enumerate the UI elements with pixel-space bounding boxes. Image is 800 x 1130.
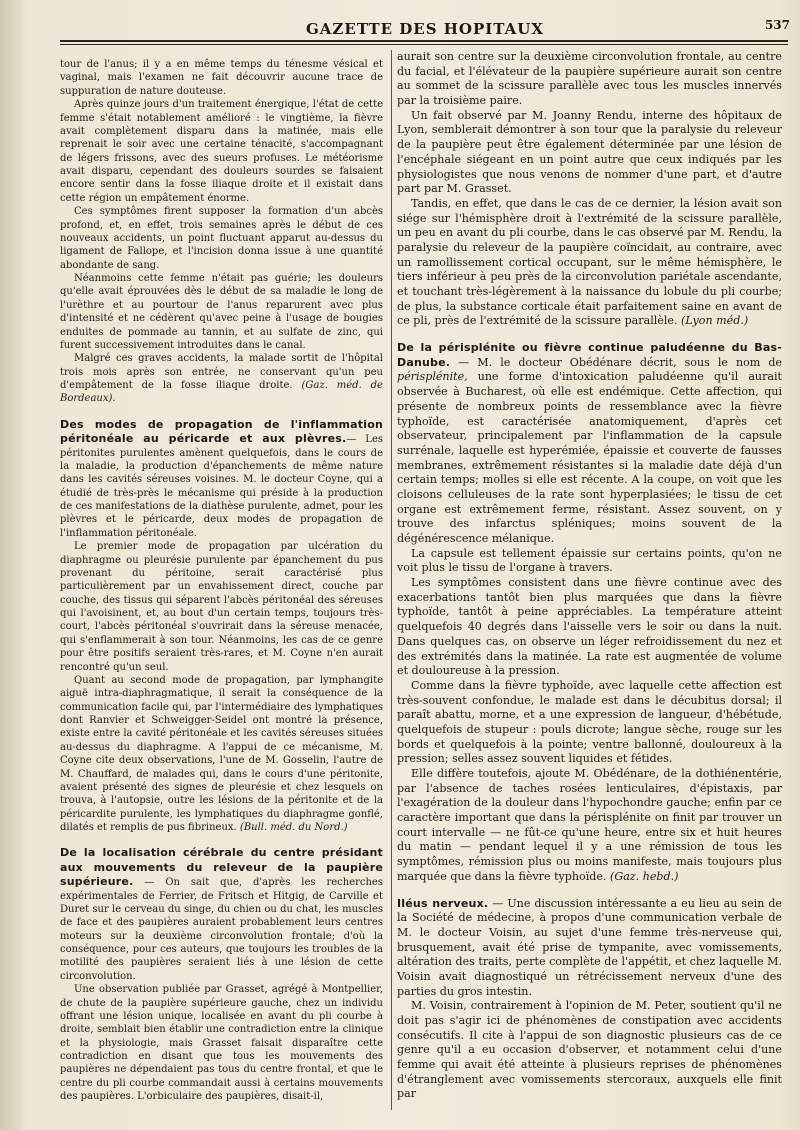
paragraph: Les symptômes consistent dans une fièvre continue avec des exacerbations tantôt bien plus marquées que dans la fièvre typhoïde, tantôt à peine appréciables. La température atteint quelquefois 40 degrés dans l'aisselle vers le soir ou dans la nuit. Dans quelques cas, on observe un léger refroidissement du nez et des extrémités dans la matinée. La rate est augmentée de volume et douloureuse à la pression. bbox=[397, 576, 782, 678]
right-column bbox=[397, 50, 782, 1102]
paragraph-text: — Les péritonites purulentes amènent quelquefois, dans le cours de la maladie, la production d'épanchements de même nature dans les cavités séreuses voisines. M. le docteur Coyne, qui a étudié de très-près le mécanisme qui préside à la production de ces manifestations de la diathèse purulente, admet, pour les plèvres et le péricarde, deux modes de propagation de l'inflammation péritonéale. bbox=[60, 434, 383, 539]
paragraph: Le premier mode de propagation par ulcération du diaphragme ou pleurésie purulente par épanchement du pus provenant du péritoine, serait caractérisé plus particulièrement par un envahissement direct, couche par couche, des tissus qui séparent l'abcès péritonéal des séreuses qui l'avoisinent, et, au bout d'un certain temps, toujours très-court, l'abcès péritonéal s'ouvrirait dans la séreuse menacée, qui s'enflammerait à son tour. Néanmoins, les cas de ce genre pour être positifs seraient très-rares, et M. Coyne n'en aurait rencontré qu'un seul. bbox=[60, 541, 383, 673]
paragraph-text: Quant au second mode de propagation, par lymphangite aiguë intra-diaphragmatique, il serait la conséquence de la communication facile qui, par l'intermédiaire des lymphatiques dont Ranvier et Schweigger-Seidel ont montré la présence, existe entre la cavité péritonéale et les cavités séreuses situées au-dessus du diaphragme. A l'appui de ce mécanisme, M. Coyne cite deux observations, l'une de M. Gosselin, l'autre de M. Chauffard, de malades qui, dans le cours d'une péritonite, avaient présenté des signes de pleurésie et chez lesquels on trouva, à l'autopsie, outre les lésions de la péritonite et de la péricardite purulente, les lymphatiques du diaphragme gonflé, dilatés et remplis de pus fibrineux. bbox=[60, 674, 383, 833]
article-heading: Iléus nerveux. bbox=[397, 896, 489, 910]
italic-term: périsplénite, bbox=[397, 370, 468, 384]
header-rule-thick bbox=[60, 40, 788, 42]
paragraph: aurait son centre sur la deuxième circonvolution frontale, au centre du facial, et l'élévateur de la paupière supérieure aurait son centre au sommet de la scissure parallèle avec tous les muscles innervés par la troisième paire. bbox=[397, 50, 782, 108]
article-ileus bbox=[397, 897, 782, 1103]
article-perisplenite bbox=[397, 341, 782, 884]
article-propagation bbox=[60, 418, 383, 835]
paragraph bbox=[397, 197, 782, 329]
page-number: 537 bbox=[764, 18, 790, 32]
paragraph-text: Tandis, en effet, que dans le cas de ce dernier, la lésion avait son siége sur l'hémisphère droit à l'extrémité de la scissure parallèle, un peu en avant du pli courbe, dans le cas observé par M. Rendu, la paralysie du releveur de la paupière coïncidait, au contraire, avec un ramollissement cortical occupant, sur le même hémisphère, le tiers inférieur à peu près de la circonvolution pariétale ascendante, et touchant très-légèrement à la naissance du lobule du pli courbe; de plus, la substance corticale était parfaitement saine en avant de ce pli, près de l'extrémité de la scissure parallèle. bbox=[397, 196, 782, 328]
header-rule-thin bbox=[60, 44, 788, 45]
paragraph: tour de l'anus; il y a en même temps du ténesme vésical et vaginal, mais l'examen ne fait découvrir aucune trace de suppuration de nature douteuse. bbox=[60, 59, 383, 97]
paragraph bbox=[60, 674, 383, 835]
paragraph: Une observation publiée par Grasset, agrégé à Montpellier, de chute de la paupière supérieure gauche, chez un individu offrant une lésion unique, localisée en avant du pli courbe à droite, semblait bien établir une contradiction entre la clinique et la physiologie, mais Grasset faisait disparaître cette contradiction en disant que tous les mouvements des paupières ne dépendaient pas tous du centre frontal, et que le centre du pli courbe commandait aussi à certains mouvements des paupières. L'orbiculaire des paupières, disait-il, bbox=[60, 984, 383, 1103]
source-citation: (Bull. méd. du Nord.) bbox=[239, 822, 348, 833]
paragraph bbox=[60, 352, 383, 406]
paragraph: Après quinze jours d'un traitement énergique, l'état de cette femme s'était notablement amélioré : le vingtième, la fièvre avait complètement disparu dans la matinée, mais elle reprenait le soir avec une certaine ténacité, s'accompagnant de légers frissons, avec des sueurs profuses. Le météorisme avait disparu, cependant des douleurs sourdes se faisaient encore sentir dans la fosse iliaque droite et il existait dans cette région un empâtement énorme. bbox=[60, 99, 383, 204]
article-heading: De la périsplénite ou fièvre continue paludéenne du Bas-Danube. bbox=[397, 341, 782, 369]
article-heading: De la localisation cérébrale du centre présidant aux mouvements du releveur de la paupière supérieure. bbox=[60, 846, 383, 889]
article-localisation bbox=[60, 846, 383, 1103]
paragraph: Comme dans la fièvre typhoïde, avec laquelle cette affection est très-souvent confondue, le malade est dans le décubitus dorsal; il paraît abattu, morne, et a une expression de langueur, d'hébétude, quelquefois de stupeur : pouls dicrote; langue sèche, rouge sur les bords et quelquefois à la pointe; ventre ballonné, douloureux à la pression; selles assez souvent liquides et fétides. bbox=[397, 678, 782, 766]
paragraph: Néanmoins cette femme n'était pas guérie; les douleurs qu'elle avait éprouvées dès le début de sa maladie le long de l'urèthre et au pourtour de l'anus reparurent avec plus d'intensité et ne cédèrent qu'avec peine à l'usage de bougies enduites de pommade au tannin, et au sulfate de zinc, qui furent successivement introduites dans le canal. bbox=[60, 273, 383, 351]
paragraph bbox=[397, 767, 782, 885]
paragraph-text: — On sait que, d'après les recherches expérimentales de Ferrier, de Fritsch et Hitgig, de Carville et Duret sur le cerveau du singe, du chien ou du chat, les muscles de face et des paupières auraient probablement leurs centres moteurs sur la deuxième circonvolution frontale; d'où la conséquence, pour ces auteurs, que toujours les troubles de la motilité des paupières seraient liés à une lésion de cette circonvolution. bbox=[60, 877, 383, 982]
source-citation: (Gaz. hebd.) bbox=[610, 869, 679, 883]
binding-gutter bbox=[0, 0, 22, 1130]
paragraph: M. Voisin, contrairement à l'opinion de M. Peter, soutient qu'il ne doit pas s'agir ici de phénomènes de constipation avec accidents consécutifs. Il cite à l'appui de son diagnostic plusieurs cas de ce genre qu'il a eu occasion d'observer, et notamment celui d'une femme qui avait été atteinte à plusieurs reprises de phénomènes d'étranglement avec vomissements stercoraux, auxquels elle finit par bbox=[397, 999, 782, 1101]
paragraph: La capsule est tellement épaissie sur certains points, qu'on ne voit plus le tissu de l'organe à travers. bbox=[397, 546, 782, 575]
left-column bbox=[60, 58, 383, 1104]
paragraph-text: — Une discussion intéressante a eu lieu au sein de la Société de médecine, à propos d'une communication verbale de M. le docteur Voisin, au sujet d'une femme très-nerveuse qui, brusquement, avait été prise de tympanite, avec vomissements, altération des traits, perte complète de l'appétit, et chez laquelle M. Voisin avait diagnostiqué un rétrécissement nerveux d'une des parties du gros intestin. bbox=[397, 896, 782, 998]
article-heading: Des modes de propagation de l'inflammation péritonéale au péricarde et aux plèvres. bbox=[60, 417, 383, 446]
paragraph-text: une forme d'intoxication paludéenne qu'il aurait observée à Bucharest, où elle est endémique. Cette affection, qui présente de nombreux points de ressemblance avec la fièvre typhoïde, est caractérisée anatomiquement, d'après cet observateur, principalement par l'inflammation de la capsule surrénale, laquelle est hyperémiée, épaissie et couverte de fausses membranes, extrêmement résistantes si la maladie date déjà d'un certain temps; molles si elle est récente. A la coupe, on voit que les cloisons celluleuses de la rate sont hyperplasiées; le tissu de cet organe est extrêmement ferme, résistant. Assez souvent, on y trouve des infarctus spléniques; moins souvent de la dégénérescence mélanique. bbox=[397, 370, 782, 545]
paragraph: Un fait observé par M. Joanny Rendu, interne des hôpitaux de Lyon, semblerait démontrer à son tour que la paralysie du releveur de la paupière peut être également déterminée par une lésion de l'encéphale siégeant en un point autre que ceux indiqués par les physiologistes que nous venons de nommer d'une part, et d'autre part par M. Grasset. bbox=[397, 108, 782, 196]
source-citation: (Lyon méd.) bbox=[681, 314, 749, 328]
paragraph: Ces symptômes firent supposer la formation d'un abcès profond, et, en effet, trois semaines après le début de ces nouveaux accidents, un point fluctuant apparut au-dessus du ligament de Fallope, et l'incision donna issue à une quantité abondante de sang. bbox=[60, 206, 383, 271]
paragraph-text: — M. le docteur Obédénare décrit, sous le nom de bbox=[458, 355, 783, 369]
paragraph-text: Elle diffère toutefois, ajoute M. Obédénare, de la dothiénentérie, par l'absence de taches rosées lenticulaires, d'épistaxis, par l'exagération de la douleur dans l'hypochondre gauche; enfin par ce caractère important que dans la périsplénite on finit par trouver un court intervalle — ne fût-ce qu'une heure, entre six et huit heures du matin — pendant lequel il y a une rémission de tous les symptômes, rémission plus ou moins manifeste, mais toujours plus marquée que dans la fièvre typhoïde. bbox=[397, 767, 782, 883]
source-citation: (Gaz. méd. de Bordeaux). bbox=[60, 380, 383, 405]
column-divider bbox=[391, 50, 392, 1110]
paragraph-text: Malgré ces graves accidents, la malade sortit de l'hôpital trois mois après son entrée, ne conservant qu'un peu d'empâtement de la fosse iliaque droite. bbox=[60, 353, 383, 391]
journal-title: GAZETTE DES HOPITAUX bbox=[305, 20, 544, 38]
